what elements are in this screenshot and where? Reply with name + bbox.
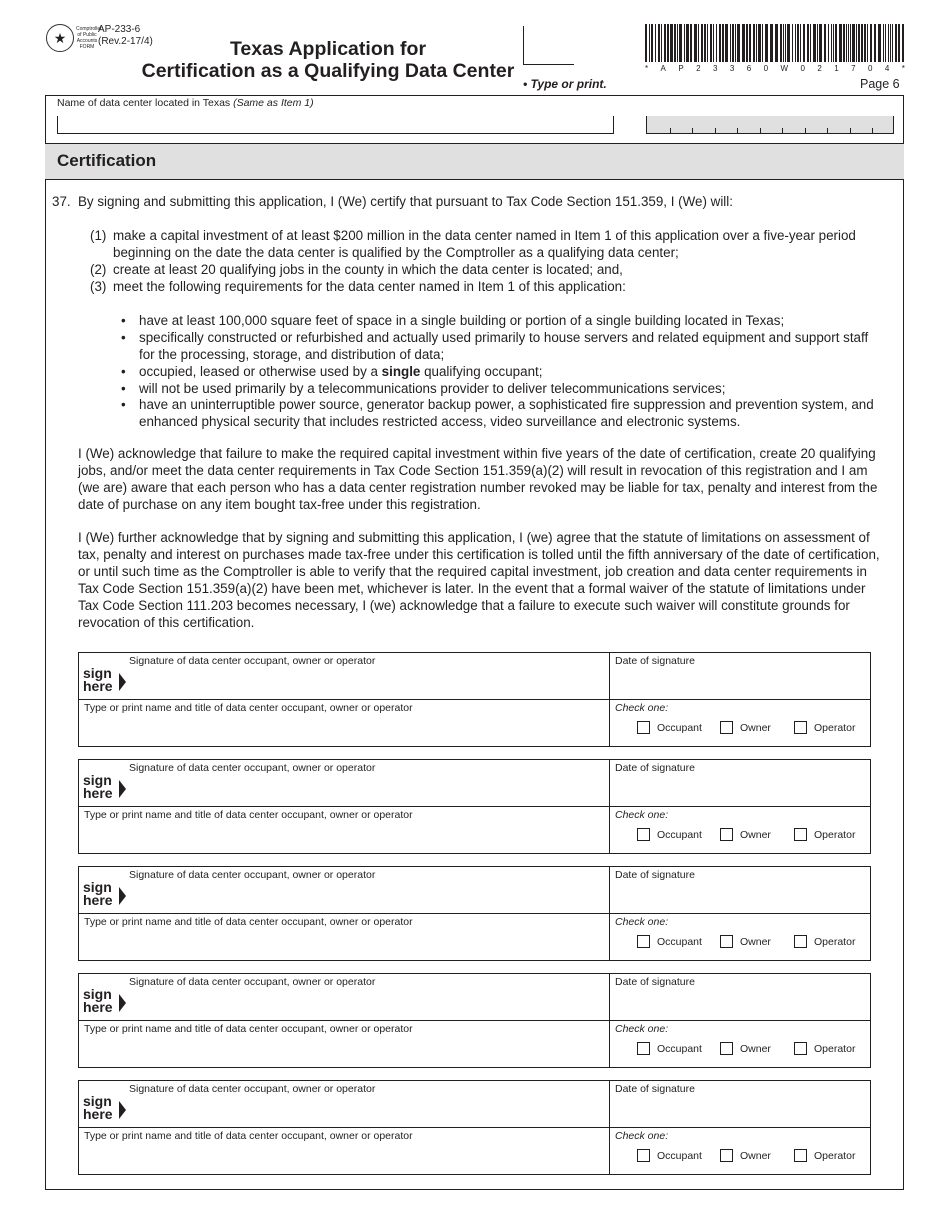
check-one-label: Check one: [615,1130,669,1142]
occupant-label: Occupant [657,1150,702,1162]
occupant-label: Occupant [657,722,702,734]
here-text: here [83,785,113,801]
instruction-text: • Type or print. [523,77,607,91]
requirement-item [139,313,884,330]
bullet-icon: • [121,364,126,379]
barcode-bar [852,24,855,62]
barcode-bar [878,24,881,62]
row-divider [79,913,870,914]
sign-here-marker [83,1095,113,1121]
column-divider [609,1081,610,1174]
page-number: Page 6 [860,77,900,91]
sign-here-marker [83,988,113,1014]
digit-tick [692,128,693,133]
digit-tick [715,128,716,133]
page-title [78,38,578,82]
barcode-char: 2 [696,64,701,73]
signature-label: Signature of data center occupant, owner or operator [129,1083,376,1095]
arrow-right-icon [119,673,126,691]
occupant-label: Occupant [657,1043,702,1055]
barcode-char: 0 [867,64,873,73]
bullet-icon: • [121,313,126,328]
item-1-number: (1) [90,228,107,243]
barcode-bar [716,24,717,62]
signature-input[interactable] [129,990,599,1018]
barcode-bar [753,24,755,62]
owner-checkbox[interactable] [720,1042,733,1055]
signature-block [78,1080,871,1175]
signature-input[interactable] [129,1097,599,1125]
barcode-char: 3 [712,64,718,73]
name-title-input[interactable] [84,716,599,744]
sign-here-marker [83,774,113,800]
requirement-text: have an uninterruptible power source, generator backup power, a sophisticated fire suppression and prevention system, and enhanced physical security that includes restricted access, video surveillance and electronic systems. [139,397,874,429]
digit-tick [850,128,851,133]
arrow-right-icon [119,994,126,1012]
item-37-number: 37. [52,194,71,209]
title-line-2: Certification as a Qualifying Data Center [141,60,515,82]
operator-label: Operator [814,1043,856,1055]
barcode-bar [787,24,790,62]
barcode-char: 0 [800,64,805,73]
barcode-bar [737,24,740,62]
taxpayer-id-field[interactable] [646,116,894,134]
digit-tick [872,128,873,133]
digit-tick [760,128,761,133]
barcode-char: 4 [884,64,890,73]
barcode-bar [795,24,796,62]
column-divider [609,760,610,853]
revision-text: (Rev.2-17/4) [98,36,153,47]
barcode-char: 7 [851,64,856,73]
barcode-bar [874,24,876,62]
barcode-char: 3 [729,64,735,73]
check-one-label: Check one: [615,702,669,714]
barcode-bar [824,24,826,62]
arrow-right-icon [119,780,126,798]
barcode-bar [858,24,860,62]
owner-label: Owner [740,829,771,841]
date-input[interactable] [615,669,865,697]
barcode-bar [762,24,763,62]
barcode-char: A [660,64,666,73]
sign-text: sign [83,879,112,895]
barcode-char: W [780,64,789,73]
barcode-bar [707,24,708,62]
barcode-text [645,64,905,73]
barcode-bar [694,24,697,62]
here-text: here [83,678,113,694]
item-1-text: make a capital investment of at least $200 million in the data center named in Item 1 of this application over a five-year period beginning on the date the data center is qualified by the Comptroller as a qualifying data center; [113,228,856,260]
sign-text: sign [83,665,112,681]
barcode-bar [725,24,728,62]
barcode-char: 6 [746,64,752,73]
agency-name: Comptroller of Public Accounts FORM [76,26,102,50]
barcode-bar [775,24,778,62]
occupant-label: Occupant [657,936,702,948]
check-one-label: Check one: [615,809,669,821]
barcode-bar [677,24,678,62]
requirement-text: have at least 100,000 square feet of space in a single building or portion of a single building located in Texas; [139,313,785,328]
barcode-bar [658,24,660,62]
barcode-bar [843,24,845,62]
date-label: Date of signature [615,869,695,881]
signature-input[interactable] [129,669,599,697]
barcode-char: 1 [834,64,839,73]
item-37-intro: By signing and submitting this application, I (We) certify that pursuant to Tax Code Section 151.359, I (We) will: [78,194,733,209]
acknowledgment-2: I (We) further acknowledge that by signing and submitting this application, I (we) agree that the statute of limitations on assessment of tax, penalty and interest on purchases made tax-free under this certification is tolled until the fifth anniversary of the date of certification, or until such time as the Comptroller is able to verify that the required capital investment, job creation and data center requirements in Tax Code Section 151.359(a)(2) have been met, whichever is later. In the event that a formal waiver of the statute of limitations under Tax Code Section 111.203 becomes necessary, I (we) acknowledge that a failure to execute such waiver will constitute grounds for revocation of this certification. [78,530,880,630]
barcode-bar [828,24,829,62]
name-title-label: Type or print name and title of data center occupant, owner or operator [84,809,413,821]
barcode-char: * [645,64,649,73]
barcode-bar [902,24,904,62]
arrow-right-icon [119,1101,126,1119]
owner-label: Owner [740,1150,771,1162]
operator-checkbox[interactable] [794,935,807,948]
date-label: Date of signature [615,655,695,667]
row-divider [79,699,870,700]
item-3-number: (3) [90,279,107,294]
requirement-item [139,381,884,398]
signature-label: Signature of data center occupant, owner or operator [129,869,376,881]
bullet-icon: • [121,397,126,412]
owner-checkbox[interactable] [720,935,733,948]
barcode-bar [746,24,748,62]
digit-tick [737,128,738,133]
barcode-bar [670,24,673,62]
requirement-bold-text: single [381,364,421,379]
name-label-text: Name of data center located in Texas [57,97,231,109]
date-label: Date of signature [615,1083,695,1095]
barcode-bar [888,24,889,62]
barcode-bar [698,24,699,62]
requirement-item [139,397,884,431]
name-title-input[interactable] [84,930,599,958]
signature-block [78,652,871,747]
operator-label: Operator [814,936,856,948]
barcode-bar [649,24,650,62]
signature-label: Signature of data center occupant, owner or operator [129,976,376,988]
barcode-bar [645,24,647,62]
sign-text: sign [83,1093,112,1109]
barcode-bar [704,24,706,62]
sign-text: sign [83,772,112,788]
signature-input[interactable] [129,776,599,804]
barcode-bar [722,24,724,62]
occupant-checkbox[interactable] [637,1042,650,1055]
owner-checkbox[interactable] [720,721,733,734]
date-label: Date of signature [615,976,695,988]
digit-tick [670,128,671,133]
signature-input[interactable] [129,883,599,911]
operator-checkbox[interactable] [794,1149,807,1162]
barcode-bar [792,24,793,62]
barcode-char: * [901,64,905,73]
barcode-bar [797,24,799,62]
barcode-bar [667,24,669,62]
barcode-bar [710,24,712,62]
barcode-bar [655,24,656,62]
operator-label: Operator [814,1150,856,1162]
check-one-label: Check one: [615,916,669,928]
column-divider [609,653,610,746]
occupant-checkbox[interactable] [637,1149,650,1162]
data-center-name-input[interactable] [57,116,614,134]
operator-checkbox[interactable] [794,1042,807,1055]
title-line-1: Texas Application for [229,38,427,60]
barcode-char: 2 [817,64,822,73]
barcode-bar [807,24,809,62]
signature-label: Signature of data center occupant, owner or operator [129,655,376,667]
barcode-bar [735,24,736,62]
form-number-text: AP-233-6 [98,24,141,35]
occupant-checkbox[interactable] [637,935,650,948]
here-text: here [83,892,113,908]
requirement-item [139,330,884,364]
signature-block [78,973,871,1068]
item-3-text: meet the following requirements for the data center named in Item 1 of this application: [113,279,626,294]
barcode-bar [870,24,872,62]
occupant-checkbox[interactable] [637,721,650,734]
name-title-label: Type or print name and title of data center occupant, owner or operator [84,702,413,714]
requirement-item [139,364,884,381]
barcode-bar [719,24,721,62]
column-divider [609,974,610,1067]
barcode-bar [749,24,751,62]
date-label: Date of signature [615,762,695,774]
here-text: here [83,999,113,1015]
barcode-bar [758,24,761,62]
barcode-bar [674,24,676,62]
barcode-bar [756,24,757,62]
bullet-icon: • [121,381,126,396]
requirement-text: occupied, leased or otherwise used by a [139,364,382,379]
barcode-bar [831,24,832,62]
barcode-bar [835,24,837,62]
row-divider [79,806,870,807]
item-2-text: create at least 20 qualifying jobs in the county in which the data center is located; and, [113,262,623,277]
name-title-input[interactable] [84,1144,599,1172]
barcode-bar [730,24,731,62]
barcode-bar [833,24,834,62]
barcode-char: P [678,64,684,73]
column-divider [609,867,610,960]
barcode-bar [686,24,689,62]
name-title-label: Type or print name and title of data center occupant, owner or operator [84,916,413,928]
barcode-bar [848,24,849,62]
requirement-text: specifically constructed or refurbished and actually used primarily to house servers and related equipment and support staff for the processing, storage, and distribution of data; [139,330,869,362]
barcode-bar [803,24,805,62]
barcode-bar [839,24,842,62]
acknowledgment-1: I (We) acknowledge that failure to make the required capital investment within five years of the date of certification, create 20 qualifying jobs, and/or meet the data center requirements in Tax Code Section 151.359(a)(2) will result in revocation of this registration and I am (we are) aware that each person who has a data center registration number revoked may be liable for tax, penalty and interest from the date of purchase on any item bought tax-free under this registration. [78,446,878,512]
barcode-bar [684,24,685,62]
signature-block [78,866,871,961]
barcode-bar [883,24,884,62]
barcode-bar [856,24,857,62]
corner-mark [523,26,574,65]
check-one-label: Check one: [615,1023,669,1035]
occupant-checkbox[interactable] [637,828,650,841]
name-title-input[interactable] [84,1037,599,1065]
signature-label: Signature of data center occupant, owner or operator [129,762,376,774]
operator-checkbox[interactable] [794,828,807,841]
barcode-bar [810,24,811,62]
barcode-bar [813,24,816,62]
owner-checkbox[interactable] [720,1149,733,1162]
barcode-bar [742,24,745,62]
arrow-right-icon [119,887,126,905]
item-2-number: (2) [90,262,107,277]
name-title-label: Type or print name and title of data center occupant, owner or operator [84,1023,413,1035]
digit-tick [782,128,783,133]
barcode-bar [651,24,653,62]
barcode-bar [765,24,768,62]
owner-label: Owner [740,722,771,734]
signature-block [78,759,871,854]
row-divider [79,1020,870,1021]
operator-checkbox[interactable] [794,721,807,734]
barcode-bar [867,24,868,62]
barcode-bar [890,24,891,62]
barcode-bar [892,24,893,62]
name-label-note: (Same as Item 1) [233,97,314,109]
barcode-bar [819,24,822,62]
name-title-label: Type or print name and title of data center occupant, owner or operator [84,1130,413,1142]
barcode-bar [898,24,900,62]
date-input[interactable] [615,1097,865,1125]
date-input[interactable] [615,776,865,804]
requirement-text-end: qualifying occupant; [420,364,543,379]
barcode-bar [770,24,773,62]
name-title-input[interactable] [84,823,599,851]
owner-label: Owner [740,936,771,948]
owner-label: Owner [740,1043,771,1055]
barcode-bar [861,24,863,62]
barcode-bar [690,24,692,62]
section-header [45,143,904,180]
occupant-label: Occupant [657,829,702,841]
section-title: Certification [57,151,157,170]
barcode-bar [800,24,801,62]
row-divider [79,1127,870,1128]
digit-tick [805,128,806,133]
barcode-char: 0 [763,64,769,73]
date-input[interactable] [615,990,865,1018]
barcode-bar [780,24,782,62]
barcode-bar [701,24,703,62]
barcode-bar [846,24,847,62]
here-text: here [83,1106,113,1122]
barcode-bar [664,24,666,62]
barcode-bar [864,24,866,62]
barcode-bar [661,24,662,62]
date-input[interactable] [615,883,865,911]
texas-seal-icon: ★ [46,24,74,52]
sign-here-marker [83,667,113,693]
bullet-icon: • [121,330,126,345]
owner-checkbox[interactable] [720,828,733,841]
barcode-bar [885,24,886,62]
barcode [645,24,905,62]
barcode-bar [895,24,897,62]
barcode-bar [783,24,784,62]
barcode-bar [713,24,714,62]
operator-label: Operator [814,722,856,734]
sign-text: sign [83,986,112,1002]
sign-here-marker [83,881,113,907]
barcode-bar [785,24,786,62]
operator-label: Operator [814,829,856,841]
barcode-bar [679,24,682,62]
barcode-bar [817,24,818,62]
barcode-bar [850,24,851,62]
digit-tick [827,128,828,133]
requirement-text: will not be used primarily by a telecommunications provider to deliver telecommunications services; [139,381,726,396]
barcode-bar [732,24,734,62]
name-field-label [57,97,314,109]
